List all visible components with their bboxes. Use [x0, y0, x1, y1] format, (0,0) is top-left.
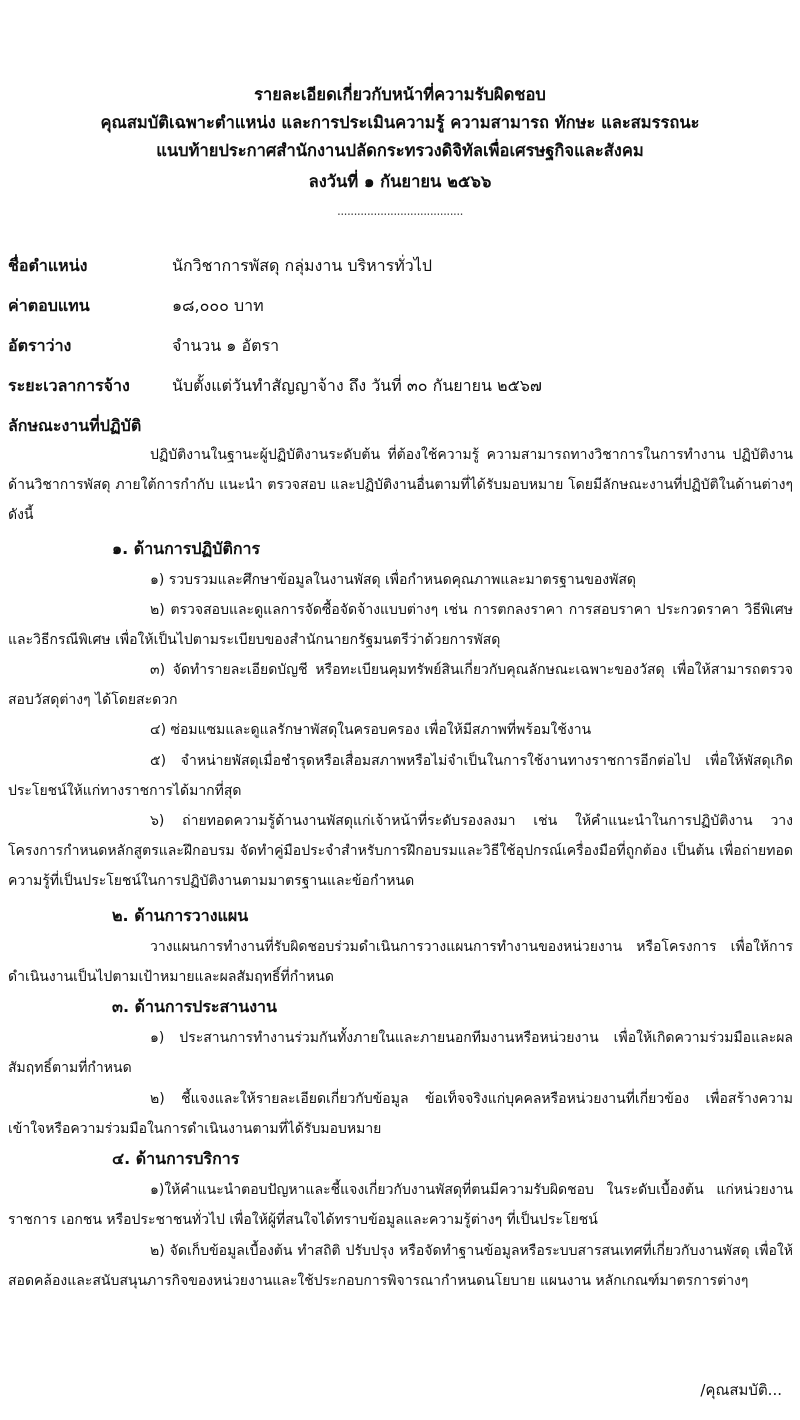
planning-text: วางแผนการทำงานที่รับผิดชอบร่วมดำเนินการวางแผนการทำงานของหน่วยงาน หรือโครงการ เพื่อให้การดำเนินงานเป็นไปตามเป้าหมายและผลสัมฤทธิ์ที่กำหนด: [8, 939, 793, 985]
header-line-1: รายละเอียดเกี่ยวกับหน้าที่ความรับผิดชอบ: [254, 85, 546, 104]
operations-item-4: ๔) ซ่อมแซมและดูแลรักษาพัสดุในครอบครอง เพื่อให้มีสภาพที่พร้อมใช้งาน: [150, 722, 592, 738]
field-value-position: นักวิชาการพัสดุ กลุ่มงาน บริหารทั่วไป: [172, 256, 432, 275]
subheading-planning: ๒. ด้านการวางแผน: [112, 906, 249, 925]
operations-item-2: ๒) ตรวจสอบและดูแลการจัดซื้อจัดจ้างแบบต่างๆ เช่น การตกลงราคา การสอบราคา ประกวดราคา วิธีพิเศษ และวิธีกรณีพิเศษ เพื่อให้เป็นไปตามระเบียบของสำนักนายกรัฐมนตรีว่าด้วยการพัสดุ: [8, 602, 793, 648]
subheading-coordination: ๓. ด้านการประสานงาน: [112, 997, 277, 1016]
operations-item-3: ๓) จัดทำรายละเอียดบัญชี หรือทะเบียนคุมทรัพย์สินเกี่ยวกับคุณลักษณะเฉพาะของวัสดุ เพื่อให้สามารถตรวจสอบวัสดุต่างๆ ได้โดยสะดวก: [8, 662, 793, 708]
field-value-vacancy: จำนวน ๑ อัตรา: [172, 336, 280, 355]
subheading-service: ๔. ด้านการบริการ: [112, 1149, 240, 1168]
header-line-2: คุณสมบัติเฉพาะตำแหน่ง และการประเมินความรู้ ความสามารถ ทักษะ และสมรรถนะ: [100, 113, 700, 132]
field-label-position: ชื่อตำแหน่ง: [8, 256, 88, 275]
operations-item-6: ๖) ถ่ายทอดความรู้ด้านงานพัสดุแก่เจ้าหน้าที่ระดับรองลงมา เช่น ให้คำแนะนำในการปฏิบัติงาน วางโครงการกำหนดหลักสูตรและฝึกอบรม จัดทำคู่มือประจำสำหรับการฝึกอบรมและวิธีใช้อุปกรณ์เครื่องมือที่ถูกต้อง เป็นต้น เพื่อถ่ายทอดความรู้ที่เป็นประโยชน์ในการปฏิบัติงานตามมาตรฐานและข้อกำหนด: [8, 813, 793, 889]
coordination-item-1: ๑) ประสานการทำงานร่วมกันทั้งภายในและภายนอกทีมงานหรือหน่วยงาน เพื่อให้เกิดความร่วมมือและผลสัมฤทธิ์ตามที่กำหนด: [8, 1030, 793, 1076]
header-date: ลงวันที่ ๑ กันยายน ๒๕๖๖: [308, 172, 492, 191]
field-label-salary: ค่าตอบแทน: [8, 296, 90, 315]
operations-item-1: ๑) รวบรวมและศึกษาข้อมูลในงานพัสดุ เพื่อกำหนดคุณภาพและมาตรฐานของพัสดุ: [150, 572, 637, 588]
field-value-duration: นับตั้งแต่วันทำสัญญาจ้าง ถึง วันที่ ๓๐ กันยายน ๒๕๖๗: [172, 376, 542, 395]
operations-item-5: ๕) จำหน่ายพัสดุเมื่อชำรุดหรือเสื่อมสภาพหรือไม่จำเป็นในการใช้งานทางราชการอีกต่อไป เพื่อให้พัสดุเกิดประโยชน์ให้แก่ทางราชการได้มากที่สุด: [8, 753, 793, 799]
field-label-vacancy: อัตราว่าง: [8, 336, 72, 355]
coordination-item-2: ๒) ชี้แจงและให้รายละเอียดเกี่ยวกับข้อมูล ข้อเท็จจริงแก่บุคคลหรือหน่วยงานที่เกี่ยวข้อง เพื่อสร้างความเข้าใจหรือความร่วมมือในการดำเนินงานตามที่ได้รับมอบหมาย: [8, 1091, 793, 1137]
service-item-2: ๒) จัดเก็บข้อมูลเบื้องต้น ทำสถิติ ปรับปรุง หรือจัดทำฐานข้อมูลหรือระบบสารสนเทศที่เกี่ยวกับงานพัสดุ เพื่อให้สอดคล้องและสนับสนุนภารกิจของหน่วยงานและใช้ประกอบการพิจารณากำหนดนโยบาย แผนงาน หลักเกณฑ์มาตรการต่างๆ: [8, 1243, 793, 1289]
continuation-note: /คุณสมบัติ...: [700, 1381, 782, 1399]
header-separator: ......................................: [337, 204, 463, 218]
field-label-duration: ระยะเวลาการจ้าง: [8, 376, 130, 395]
service-item-1: ๑)ให้คำแนะนำตอบปัญหาและชี้แจงเกี่ยวกับงานพัสดุที่ตนมีความรับผิดชอบ ในระดับเบื้องต้น แก่หน่วยงานราชการ เอกชน หรือประชาชนทั่วไป เพื่อให้ผู้ที่สนใจได้ทราบข้อมูลและความรู้ต่างๆ ที่เป็นประโยชน์: [8, 1182, 793, 1228]
header-line-3: แนบท้ายประกาศสำนักงานปลัดกระทรวงดิจิทัลเพื่อเศรษฐกิจและสังคม: [156, 141, 644, 160]
section-intro: ปฏิบัติงานในฐานะผู้ปฏิบัติงานระดับต้น ที่ต้องใช้ความรู้ ความสามารถทางวิชาการในการทำงาน ปฏิบัติงานด้านวิชาการพัสดุ ภายใต้การกำกับ แนะนำ ตรวจสอบ และปฏิบัติงานอื่นตามที่ได้รับมอบหมาย โดยมีลักษณะงานที่ปฏิบัติในด้านต่างๆ ดังนี้: [8, 447, 793, 523]
subheading-operations: ๑. ด้านการปฏิบัติการ: [112, 539, 261, 558]
field-value-salary: ๑๘,๐๐๐ บาท: [172, 296, 264, 315]
section-title: ลักษณะงานที่ปฏิบัติ: [8, 416, 142, 435]
